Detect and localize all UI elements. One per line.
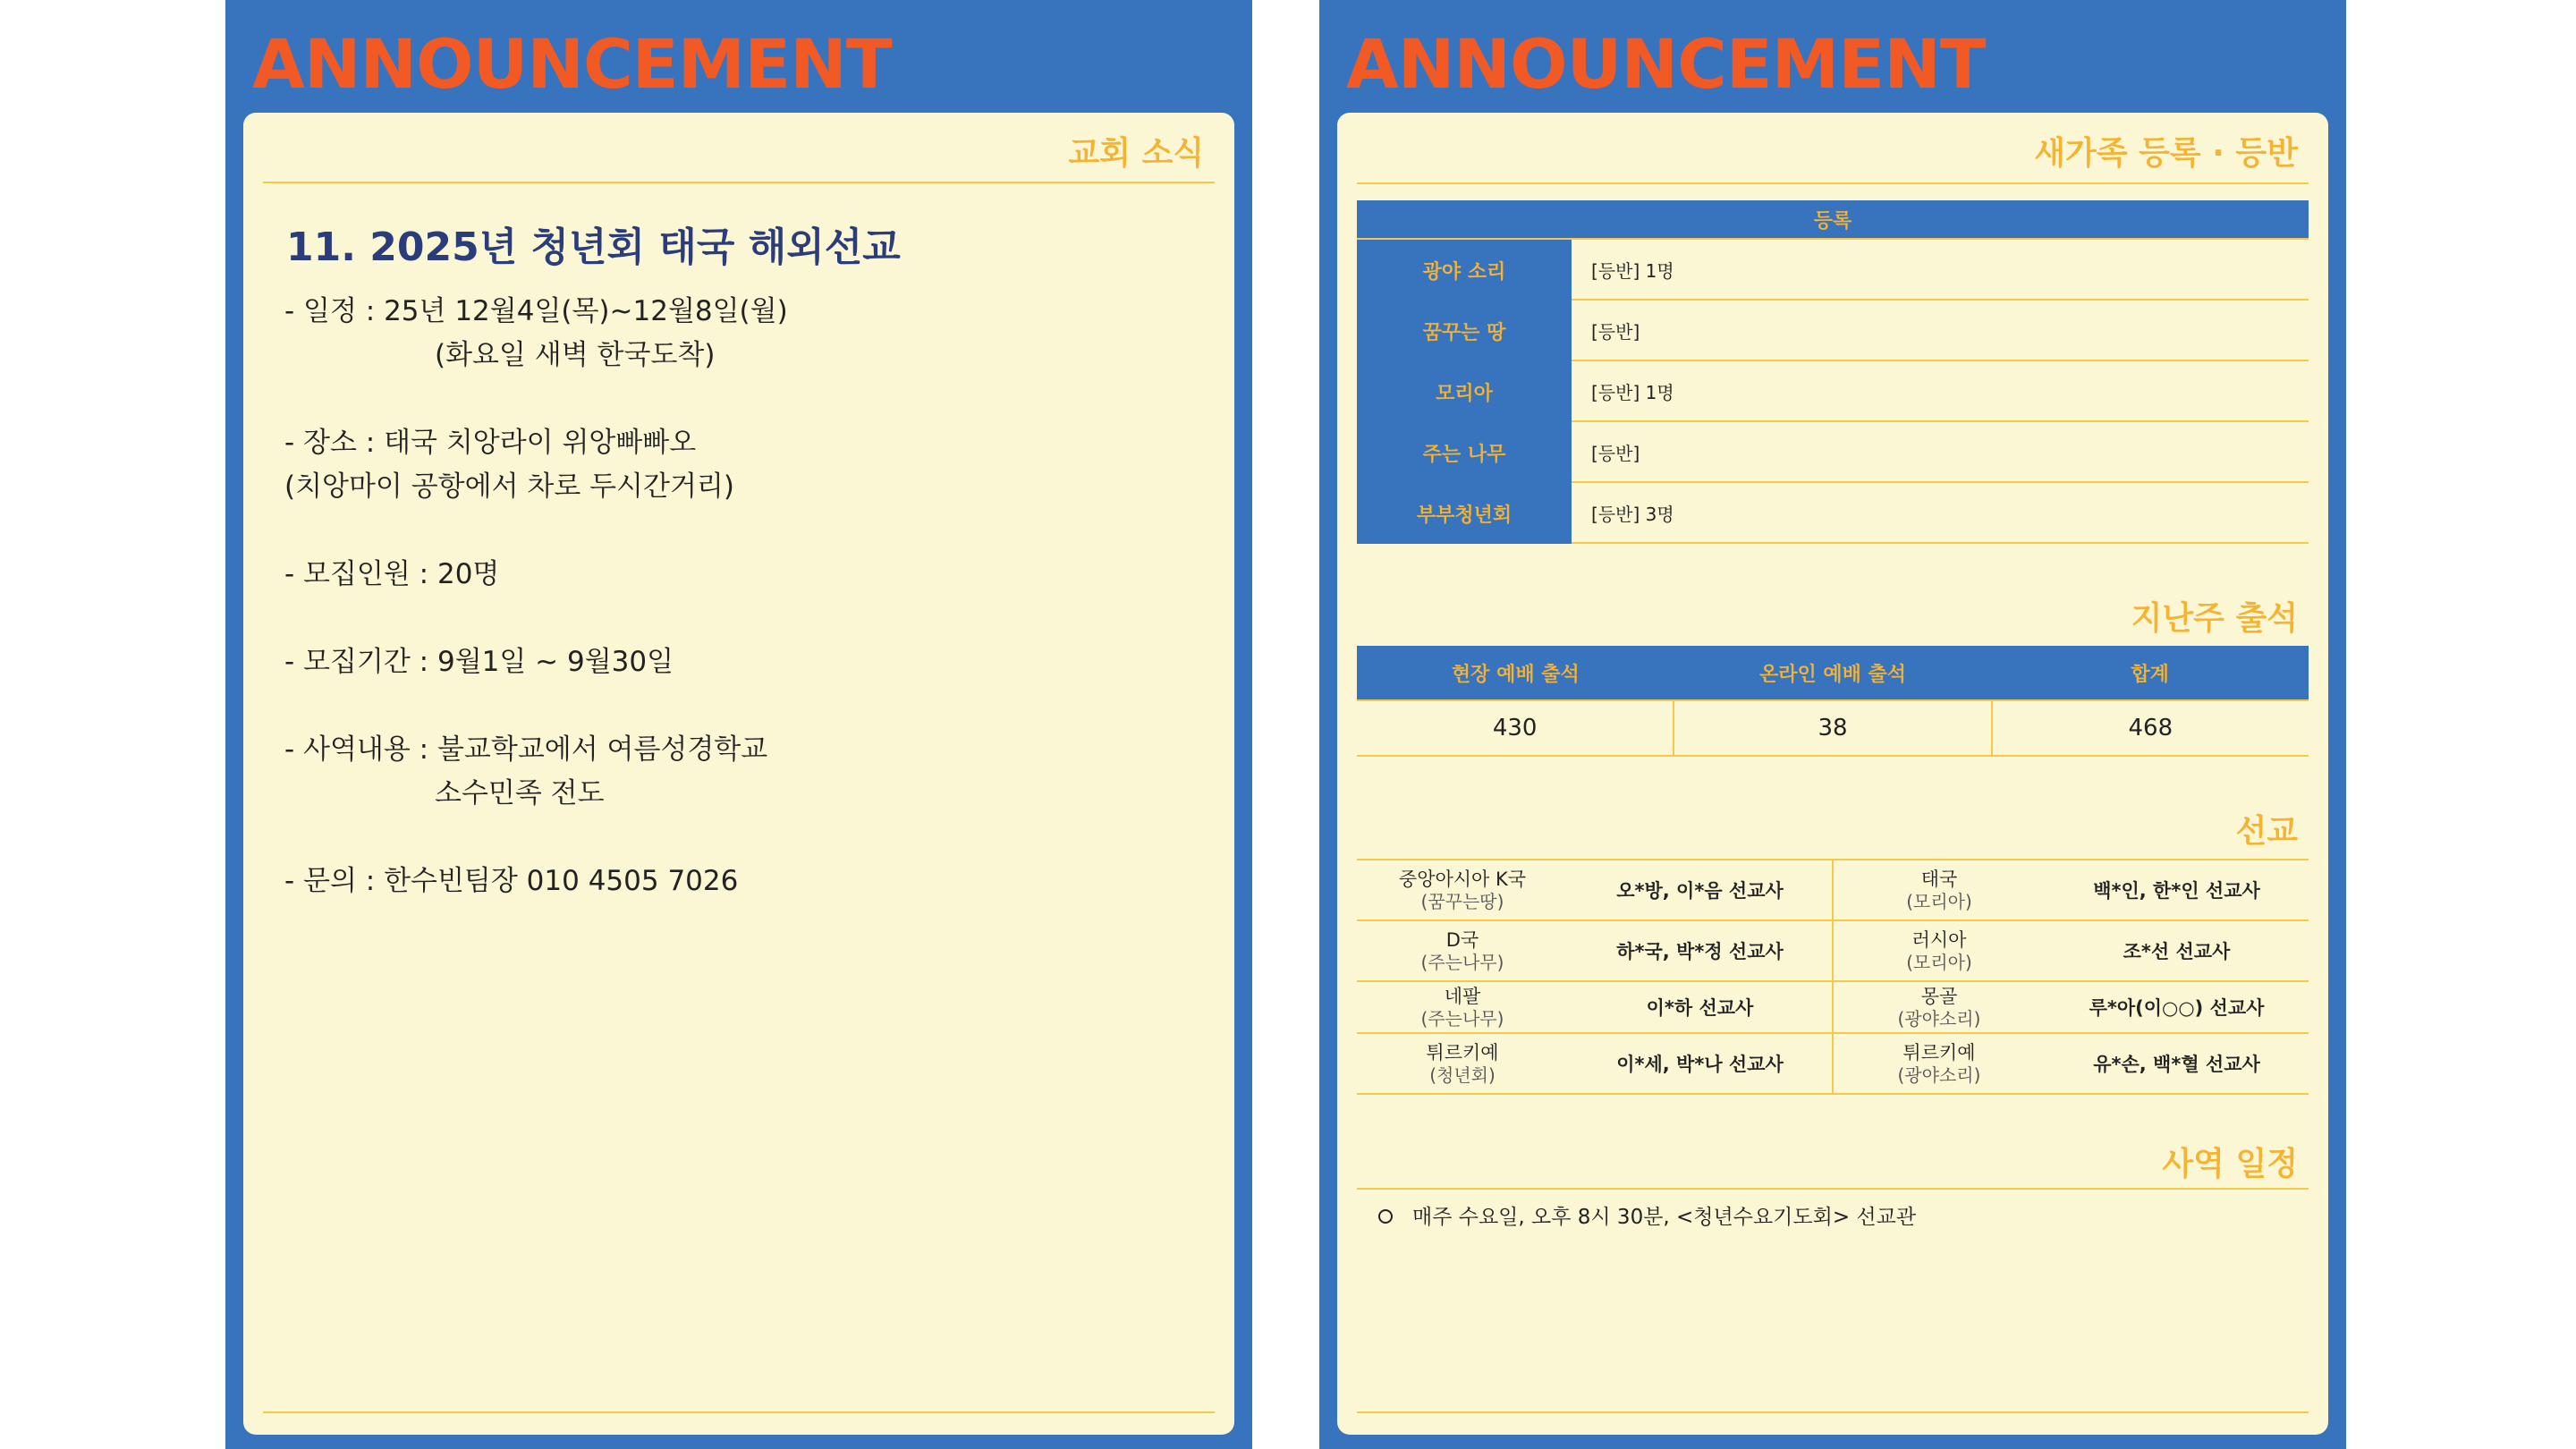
registration-value: [등반] 3명 — [1572, 483, 2309, 544]
mission-country-cell — [1834, 982, 2045, 1032]
attendance-header-online: 온라인 예배 출석 — [1758, 663, 1907, 686]
mission-country-cell — [1357, 982, 1568, 1032]
mission-entry — [1832, 1034, 2309, 1093]
mission-group: (모리아) — [1906, 952, 1972, 973]
registration-row — [1357, 483, 2309, 544]
divider — [1357, 1188, 2309, 1190]
attendance-header-total: 합계 — [2131, 663, 2169, 686]
mission-group: (광야소리) — [1897, 1008, 1981, 1030]
banner-title: ANNOUNCEMENT — [1346, 24, 1986, 104]
attendance-header-row — [1357, 646, 2309, 701]
registration-value: [등반] — [1572, 301, 2309, 361]
attendance-value-row — [1357, 701, 2309, 757]
section-title-registration: 새가족 등록 · 등반 — [2034, 135, 2298, 172]
mission-row — [1357, 921, 2309, 982]
announcement-body — [284, 290, 788, 903]
mission-country: 네팔 — [1444, 986, 1481, 1007]
mission-group: (꿈꾸는땅) — [1420, 891, 1504, 912]
missions-table — [1357, 859, 2309, 1095]
announcement-line — [284, 684, 788, 728]
section-title-church-news: 교회 소식 — [1068, 135, 1204, 172]
mission-country: 몽골 — [1920, 986, 1958, 1007]
mission-country-cell — [1357, 1034, 1568, 1093]
section-title-attendance: 지난주 출석 — [2131, 600, 2298, 637]
announcement-line — [284, 377, 788, 421]
mission-entry — [1357, 982, 1832, 1032]
announcement-line: - 모집기간 : 9월1일 ~ 9월30일 — [284, 646, 674, 678]
mission-country: 러시아 — [1911, 929, 1967, 951]
announcement-line: 소수민족 전도 — [435, 777, 605, 809]
missionary-names: 루*아(이○○) 선교사 — [2089, 997, 2265, 1019]
announcement-line: - 문의 : 한수빈팀장 010 4505 7026 — [284, 865, 739, 897]
registration-value: [등반] — [1572, 422, 2309, 483]
mission-group: (주는나무) — [1420, 952, 1504, 973]
mission-group: (광야소리) — [1897, 1064, 1981, 1086]
section-title-schedule: 사역 일정 — [2162, 1146, 2298, 1182]
missionary-names: 조*선 선교사 — [2123, 941, 2231, 962]
missionary-names: 오*방, 이*음 선교사 — [1616, 880, 1784, 902]
announcement-line: (치앙마이 공항에서 차로 두시간거리) — [284, 470, 734, 503]
mission-group: (청년회) — [1429, 1064, 1496, 1086]
banner-title: ANNOUNCEMENT — [252, 24, 892, 104]
mission-row — [1357, 1034, 2309, 1095]
registration-row — [1357, 422, 2309, 483]
mission-group: (주는나무) — [1420, 1008, 1504, 1030]
announcement-line: (화요일 새벽 한국도착) — [435, 339, 716, 371]
announcement-line: - 일정 : 25년 12월4일(목)~12월8일(월) — [284, 295, 788, 327]
registration-group: 주는 나무 — [1357, 422, 1572, 483]
announcement-line: - 사역내용 : 불교학교에서 여름성경학교 — [284, 733, 768, 766]
mission-country-cell — [1357, 860, 1568, 919]
divider-bottom — [1357, 1411, 2309, 1413]
missionary-names: 이*세, 박*나 선교사 — [1616, 1054, 1784, 1075]
registration-row — [1357, 361, 2309, 422]
mission-entry — [1357, 1034, 1832, 1093]
mission-entry — [1357, 860, 1832, 919]
attendance-onsite-value: 430 — [1492, 715, 1538, 741]
registration-header: 등록 — [1357, 200, 2309, 240]
attendance-table — [1357, 646, 2309, 757]
divider-bottom — [263, 1411, 1215, 1413]
mission-country-cell — [1834, 1034, 2045, 1093]
schedule-list — [1378, 1200, 1916, 1230]
attendance-online-value: 38 — [1673, 701, 1990, 755]
mission-row — [1357, 982, 2309, 1034]
mission-country: 튀르키예 — [1902, 1042, 1976, 1063]
missionary-names: 유*손, 백*혈 선교사 — [2093, 1054, 2260, 1075]
mission-entry — [1357, 921, 1832, 980]
registration-group: 모리아 — [1357, 361, 1572, 422]
registration-table — [1357, 200, 2309, 544]
attendance-header-onsite: 현장 예배 출석 — [1451, 663, 1580, 686]
registration-value: [등반] 1명 — [1572, 361, 2309, 422]
announcement-line — [284, 597, 788, 640]
bullet-circle-icon — [1378, 1209, 1393, 1224]
announcement-title: 11. 2025년 청년회 태국 해외선교 — [286, 225, 901, 270]
registration-group: 꿈꾸는 땅 — [1357, 301, 1572, 361]
mission-row — [1357, 860, 2309, 921]
mission-entry — [1832, 860, 2309, 919]
divider — [1357, 182, 2309, 184]
bulletin-card — [1337, 113, 2328, 1435]
mission-country: 중앙아시아 K국 — [1398, 869, 1527, 890]
schedule-item: 매주 수요일, 오후 8시 30분, <청년수요기도회> 선교관 — [1412, 1206, 1917, 1229]
mission-country: D국 — [1445, 929, 1479, 951]
mission-country-cell — [1834, 860, 2045, 919]
registration-group: 부부청년회 — [1357, 483, 1572, 544]
registration-group: 광야 소리 — [1357, 240, 1572, 301]
church-news-card — [243, 113, 1234, 1435]
missionary-names: 하*국, 박*정 선교사 — [1616, 941, 1784, 962]
section-title-missions: 선교 — [2235, 813, 2298, 850]
announcement-line — [284, 509, 788, 553]
registration-row — [1357, 301, 2309, 361]
right-panel — [1319, 0, 2346, 1449]
registration-value: [등반] 1명 — [1572, 240, 2309, 301]
mission-entry — [1832, 921, 2309, 980]
divider — [263, 182, 1215, 183]
attendance-total-value: 468 — [1991, 701, 2309, 755]
mission-country-cell — [1834, 921, 2045, 980]
missionary-names: 백*인, 한*인 선교사 — [2093, 880, 2260, 902]
announcement-line: - 모집인원 : 20명 — [284, 558, 500, 590]
announcement-line — [284, 816, 788, 860]
registration-row — [1357, 240, 2309, 301]
mission-country-cell — [1357, 921, 1568, 980]
announcement-line: - 장소 : 태국 치앙라이 위앙빠빠오 — [284, 427, 697, 459]
mission-group: (모리아) — [1906, 891, 1972, 912]
mission-country: 튀르키예 — [1426, 1042, 1499, 1063]
mission-country: 태국 — [1920, 869, 1958, 890]
missionary-names: 이*하 선교사 — [1646, 997, 1754, 1019]
left-panel — [225, 0, 1252, 1449]
mission-entry — [1832, 982, 2309, 1032]
